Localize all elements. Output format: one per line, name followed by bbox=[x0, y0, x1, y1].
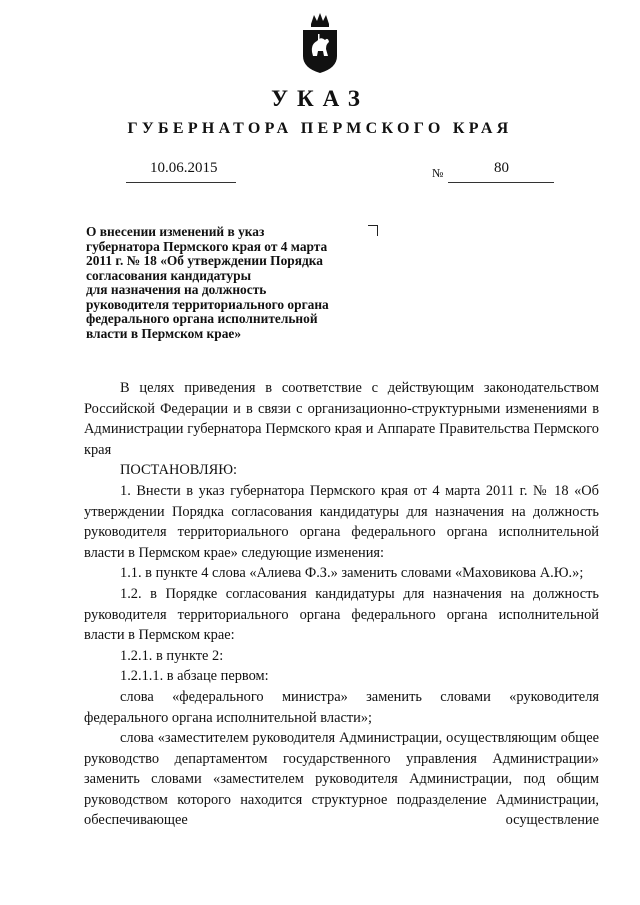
coat-of-arms-icon bbox=[297, 12, 343, 74]
paragraph-1-2-1-1: 1.2.1.1. в абзаце первом: bbox=[120, 668, 269, 685]
paragraph-1: 1. Внести в указ губернатора Пермского края от 4 марта 2011 г. № 18 «Об утверждении Порядка согласования кандидатуры для назначения на должность руководителя территориального органа федерального органа исполнительной власти в Пермском крае» следующие изменения: bbox=[84, 482, 599, 561]
decree-body bbox=[84, 378, 599, 831]
paragraph-1-1: 1.1. в пункте 4 слова «Алиева Ф.З.» заменить словами «Маховикова А.Ю.»; bbox=[120, 565, 584, 582]
paragraph-resolve: ПОСТАНОВЛЯЮ: bbox=[120, 462, 238, 479]
number-sign: № bbox=[432, 166, 444, 180]
paragraph-1-2: 1.2. в Порядке согласования кандидатуры для назначения на должность руководителя территориального органа федерального органа исполнительной власти в Пермском крае: bbox=[84, 585, 599, 644]
paragraph-preamble: В целях приведения в соответствие с действующим законодательством Российской Федерации и в связи с организационно-структурными изменениями в Администрации губернатора Пермского края и Аппарате Правительства Пермского края bbox=[84, 380, 599, 458]
decree-title: УКАЗ bbox=[271, 86, 369, 111]
paragraph-words-1: слова «федерального министра» заменить словами «руководителя федерального органа исполнительной власти»; bbox=[84, 688, 599, 726]
paragraph-1-2-1: 1.2.1. в пункте 2: bbox=[120, 647, 224, 664]
issuer-title: ГУБЕРНАТОРА ПЕРМСКОГО КРАЯ bbox=[127, 120, 513, 137]
decree-number: 80 bbox=[494, 160, 509, 176]
decree-date: 10.06.2015 bbox=[150, 160, 218, 176]
paragraph-words-2: слова «заместителем руководителя Администрации, осуществляющим общее руководство департаментом государственного управления Администрации» заменить словами «заместителем руководителя Администрации, под общим руководством которого находится структурное подразделение Администрации, обеспечивающее осуществление bbox=[84, 730, 599, 829]
decree-subject: О внесении изменений в указ губернатора Пермского края от 4 марта 2011 г. № 18 «Об утверждении Порядка согласования кандидатуры для назначения на должность руководителя территориального органа федерального органа исполнительной власти в Пермском крае» bbox=[86, 224, 329, 341]
